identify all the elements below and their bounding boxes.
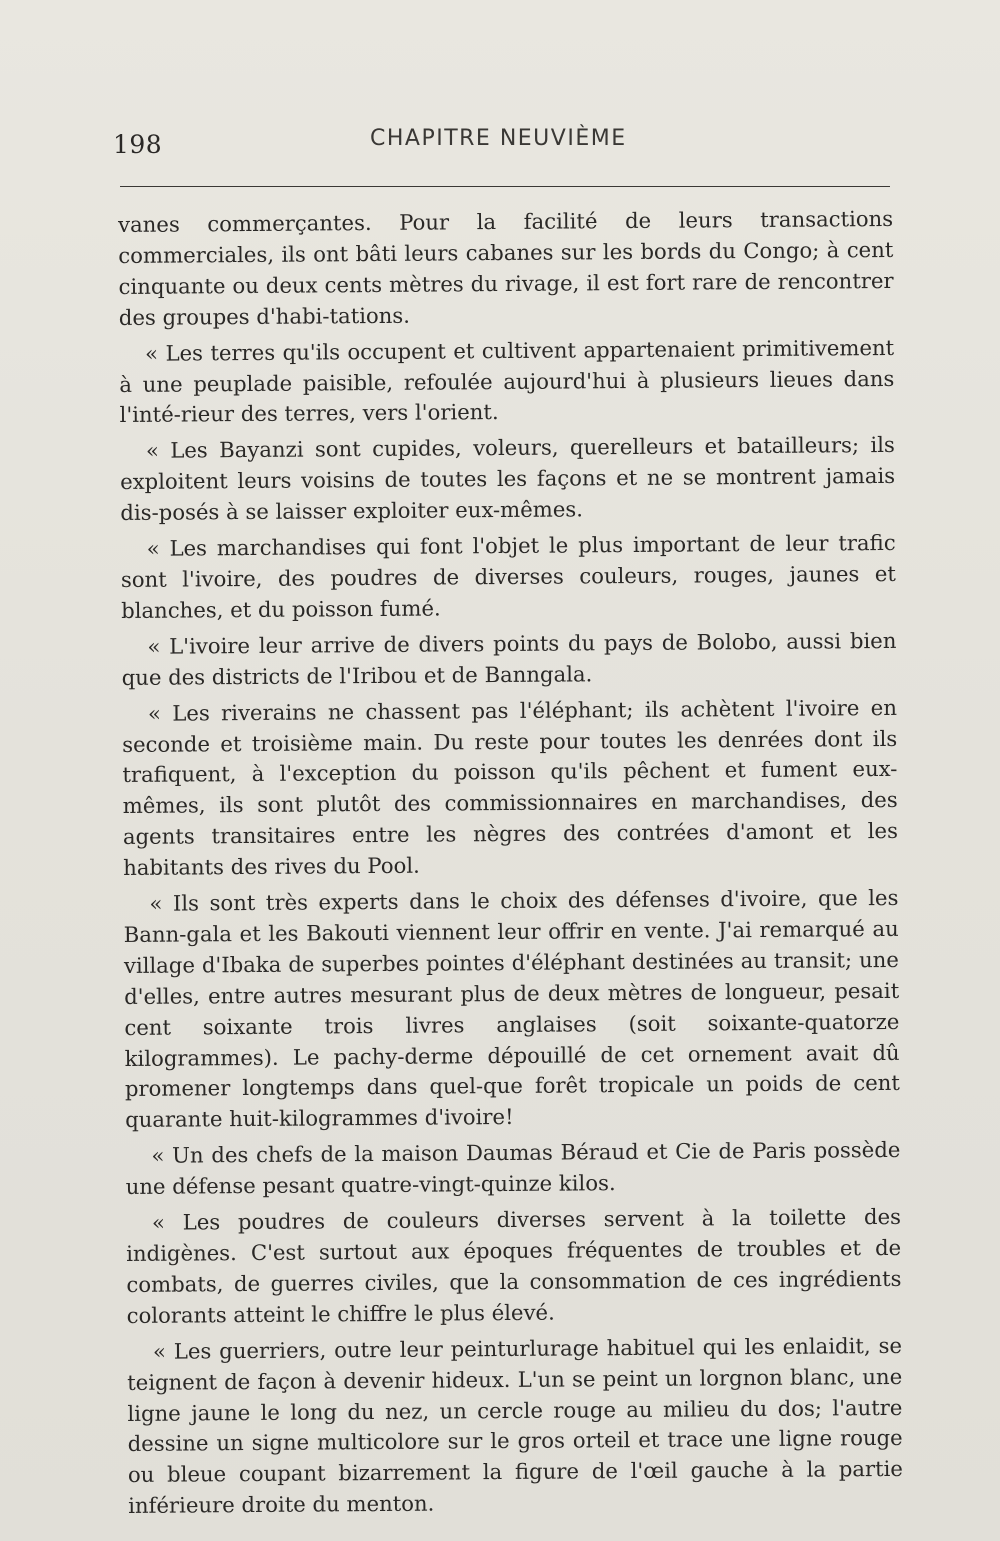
paragraph: « Les poudres de couleurs diverses servent à la toilette des indigènes. C'est surtout aux époques fréquentes de troubles et de combats, de guerres civiles, que la consommation de ces ingrédients colorants atteint le chiffre le plus élevé.: [126, 1203, 902, 1328]
page-number: 198: [113, 130, 163, 159]
paragraph: « Les marchandises qui font l'objet le plus important de leur trafic sont l'ivoire, des poudres de diverses couleurs, rouges, jaunes et blanches, et du poisson fumé.: [120, 529, 896, 623]
paragraph: « Ils sont très experts dans le choix des défenses d'ivoire, que les Bann-gala et les Bakouti viennent leur offrir en vente. J'ai remarqué au village d'Ibaka de superbes pointes d'éléphant destinées au transit; une d'elles, entre autres mesurant plus de deux mètres de longueur, pesait cent soixante trois livres anglaises (soit soixante-quatorze kilogrammes). Le pachy-derme dépouillé de cet ornement avait dû promener longtemps dans quel-que forêt tropicale un poids de cent quarante huit-kilogrammes d'ivoire!: [123, 884, 900, 1133]
paragraph: vanes commerçantes. Pour la facilité de leurs transactions commerciales, ils ont bâti leurs cabanes sur les bords du Congo; à cent cinquante ou deux cents mètres du rivage, il est fort rare de rencontrer des groupes d'habi-tations.: [118, 205, 894, 330]
header-rule: [120, 186, 890, 187]
body-text: [118, 204, 903, 1527]
paragraph: « Les terres qu'ils occupent et cultivent appartenaient primitivement à une peuplade paisible, refoulée aujourd'hui à plusieurs lieues dans l'inté-rieur des terres, vers l'orient.: [119, 334, 895, 428]
paragraph: « Les Bayanzi sont cupides, voleurs, querelleurs et batailleurs; ils exploitent leurs voisins de toutes les façons et ne se montrent jamais dis-posés à se laisser exploiter eux-mêmes.: [120, 432, 896, 526]
paragraph: « Les guerriers, outre leur peinturlurage habituel qui les enlaidit, se teignent de façon à devenir hideux. L'un se peint un lorgnon blanc, une ligne jaune le long du nez, un cercle rouge au milieu du dos; l'autre dessine un signe multicolore sur le gros orteil et trace une ligne rouge ou bleue coupant bizarrement la figure de l'œil gauche à la partie inférieure droite du menton.: [127, 1332, 904, 1519]
running-title: CHAPITRE NEUVIÈME: [370, 126, 627, 151]
paragraph: « Un des chefs de la maison Daumas Béraud et Cie de Paris possède une défense pesant quatre-vingt-quinze kilos.: [125, 1137, 901, 1200]
paragraph: « L'ivoire leur arrive de divers points du pays de Bolobo, aussi bien que des districts de l'Iribou et de Banngala.: [121, 627, 897, 690]
paragraph: « Les riverains ne chassent pas l'éléphant; ils achètent l'ivoire en seconde et troisième main. Du reste pour toutes les denrées dont ils trafiquent, à l'exception du poisson qu'ils pêchent et fument eux-mêmes, ils sont plutôt des commissionnaires en marchandises, des agents transitaires entre les nègres des contrées d'amont et les habitants des rives du Pool.: [122, 694, 898, 881]
